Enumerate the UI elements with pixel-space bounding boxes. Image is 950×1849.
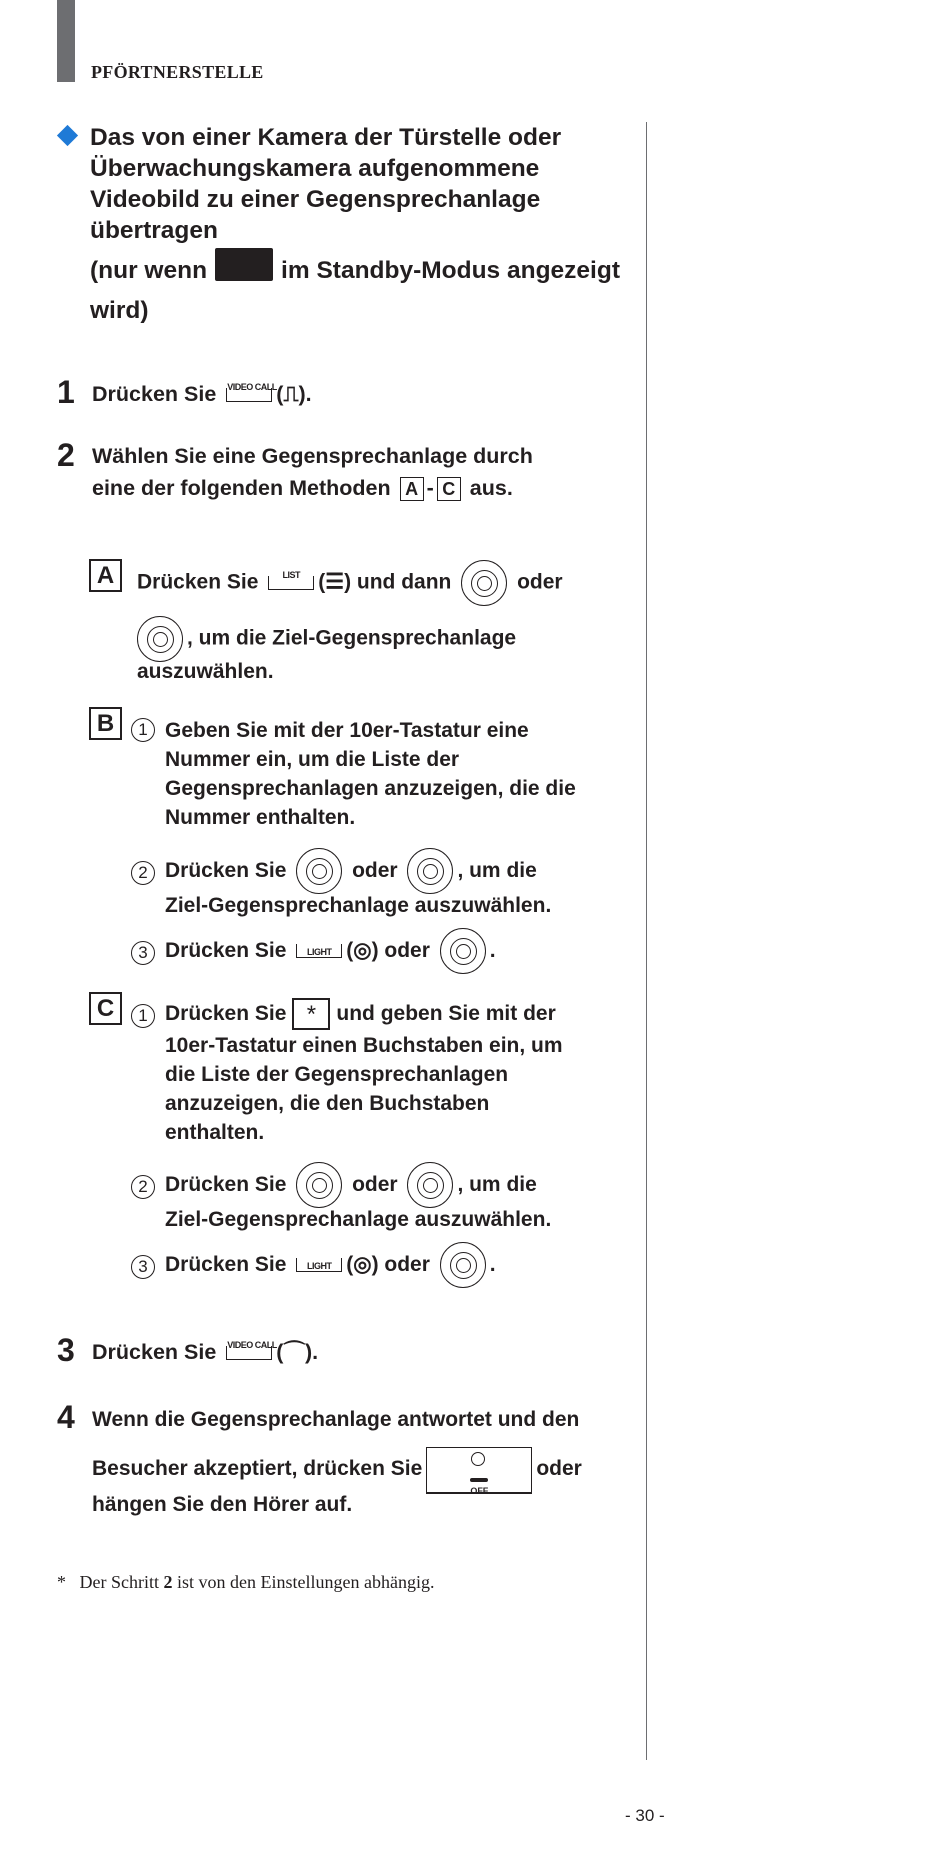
step-text: Besucher akzeptiert, drücken Sie [92, 1457, 423, 1480]
method-c-line: anzuzeigen, die den Buchstaben [165, 1092, 490, 1115]
handset-icon: ⌒ [283, 1340, 305, 1364]
substep-number: 1 [131, 1004, 155, 1028]
step-text: - [426, 476, 434, 500]
footnote-step: 2 [163, 1572, 173, 1592]
dial-down-icon [137, 616, 183, 662]
step-text: ( [346, 1253, 354, 1276]
method-c-line [165, 1162, 537, 1208]
step-text: ) und dann [344, 570, 452, 594]
dial-up-icon [461, 560, 507, 606]
step-4-line [92, 1444, 582, 1494]
method-c-line: Ziel-Gegensprechanlage auszuwählen. [165, 1208, 552, 1231]
method-b-line: Geben Sie mit der 10er-Tastatur eine [165, 719, 529, 742]
method-c-line [165, 996, 556, 1032]
step-text: oder [517, 570, 563, 594]
step-text: ). [298, 382, 312, 406]
step-text: ( [276, 382, 284, 406]
off-button-icon [426, 1447, 532, 1494]
method-b-line: Nummer enthalten. [165, 806, 356, 829]
footnote-text: Der Schritt [79, 1572, 159, 1592]
method-b-line [165, 848, 537, 894]
footnote-marker: * [57, 1572, 66, 1592]
step-text: ( [276, 1340, 284, 1364]
step-text: Drücken Sie [165, 1253, 287, 1276]
step-number: 1 [57, 374, 75, 410]
led-bar-icon [470, 1478, 488, 1482]
step-text: und geben Sie mit der [336, 1002, 556, 1025]
dial-up-icon [296, 1162, 342, 1208]
video-call-screen-icon [215, 248, 273, 281]
step-3-text [92, 1338, 318, 1367]
step-number: 4 [57, 1399, 75, 1435]
step-4-line: Wenn die Gegensprechanlage antwortet und den [92, 1408, 580, 1431]
method-c-line: enthalten. [165, 1121, 265, 1144]
step-number: 3 [57, 1332, 75, 1368]
step-text: Drücken Sie [165, 1002, 287, 1025]
light-key-icon [296, 1258, 342, 1272]
step-text: aus. [469, 476, 513, 500]
step-number: 2 [57, 437, 75, 473]
heading-text: (nur wenn [90, 256, 208, 284]
select-icon: ◎ [353, 1253, 372, 1276]
substep-number: 3 [131, 941, 155, 965]
substep-number: 2 [131, 1175, 155, 1199]
step-text: Drücken Sie [165, 1173, 287, 1196]
video-call-key-icon [226, 1340, 277, 1360]
key-label: LIGHT [306, 947, 332, 958]
power-circle-icon [471, 1452, 485, 1466]
step-text: oder [352, 859, 398, 882]
step-text: Drücken Sie [165, 939, 287, 962]
method-c-line: 10er-Tastatur einen Buchstaben ein, um [165, 1034, 563, 1057]
step-text: ). [304, 1340, 319, 1364]
method-b-line: Gegensprechanlagen anzuzeigen, die die [165, 777, 576, 800]
method-a-label: A [89, 559, 122, 592]
heading-line: Videobild zu einer Gegensprechanlage [90, 186, 541, 213]
step-text: Drücken Sie [92, 382, 217, 406]
step-text: ( [318, 570, 326, 594]
heading-text: wird) [90, 296, 149, 324]
step-text: Drücken Sie [165, 859, 287, 882]
step-text: eine der folgenden Methoden [92, 476, 391, 500]
method-ref-box: C [437, 477, 461, 501]
section-title: PFÖRTNERSTELLE [91, 62, 264, 82]
list-key-icon [268, 570, 314, 590]
header-tab-bar [57, 0, 75, 82]
dial-up-icon [296, 848, 342, 894]
heading-line: Das von einer Kamera der Türstelle oder [90, 124, 562, 151]
step-text: , um die Ziel-Gegensprechanlage [187, 626, 517, 650]
footnote-text: ist von den Einstellungen abhängig. [176, 1572, 435, 1592]
method-b-line: Ziel-Gegensprechanlage auszuwählen. [165, 894, 552, 917]
method-c-label: C [89, 992, 122, 1025]
method-ref-box: A [400, 477, 424, 501]
substep-number: 2 [131, 861, 155, 885]
footnote [57, 1572, 434, 1593]
step-1-text [92, 380, 312, 409]
step-text: , um die [457, 1173, 537, 1196]
heading-line: übertragen [90, 217, 218, 244]
step-text: ( [346, 939, 354, 962]
step-text: . [489, 1253, 496, 1276]
step-text: Drücken Sie [137, 570, 259, 594]
dial-down-icon [407, 848, 453, 894]
step-text: ) oder [371, 939, 430, 962]
key-label: VIDEO CALL [227, 382, 277, 393]
key-label: LIGHT [306, 1261, 332, 1272]
select-icon: ◎ [353, 939, 372, 962]
method-b-line [165, 928, 496, 974]
step-4-line: hängen Sie den Hörer auf. [92, 1493, 353, 1516]
step-text: ) oder [371, 1253, 430, 1276]
method-a-line: auszuwählen. [137, 660, 274, 683]
video-call-icon: ⎍ [283, 382, 299, 406]
substep-number: 3 [131, 1255, 155, 1279]
list-icon: ☰ [325, 570, 345, 594]
key-label: OFF [470, 1486, 489, 1496]
zoom-dial-icon [440, 1242, 486, 1288]
method-b-line: Nummer ein, um die Liste der [165, 748, 460, 771]
step-2-line [92, 474, 513, 503]
step-text: oder [536, 1457, 582, 1480]
column-divider [646, 122, 647, 1760]
method-a-line [137, 616, 516, 662]
dial-down-icon [407, 1162, 453, 1208]
step-text: . [489, 939, 496, 962]
zoom-dial-icon [440, 928, 486, 974]
star-key-icon: * [292, 998, 330, 1030]
step-text: Drücken Sie [92, 1340, 217, 1364]
step-2-line: Wählen Sie eine Gegensprechanlage durch [92, 444, 533, 468]
method-b-label: B [89, 707, 122, 740]
method-c-line: die Liste der Gegensprechanlagen [165, 1063, 509, 1086]
diamond-bullet-icon [57, 125, 78, 146]
method-a-line [137, 560, 563, 606]
step-text: oder [352, 1173, 398, 1196]
heading-text: im Standby-Modus angezeigt [281, 256, 620, 284]
light-key-icon [296, 944, 342, 958]
key-label: VIDEO CALL [227, 1340, 277, 1351]
substep-number: 1 [131, 718, 155, 742]
key-label: LIST [282, 570, 300, 580]
topic-heading [90, 122, 650, 330]
step-text: , um die [457, 859, 537, 882]
heading-line: Überwachungskamera aufgenommene [90, 155, 540, 182]
video-call-key-icon [226, 382, 277, 402]
method-c-line [165, 1242, 496, 1288]
page-number: - 30 - [625, 1806, 665, 1825]
